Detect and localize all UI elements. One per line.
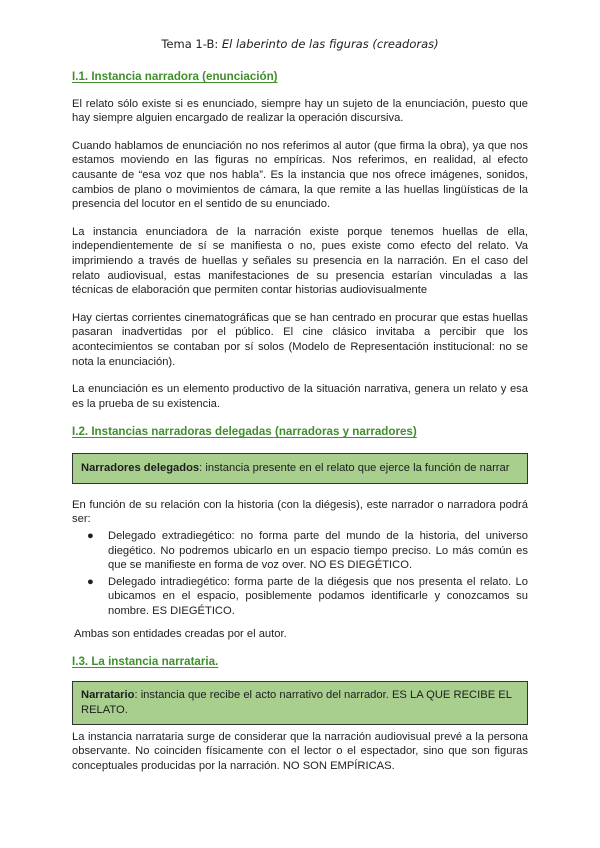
paragraph: Ambas son entidades creadas por el autor.	[74, 627, 287, 640]
paragraph: En función de su relación con la historia (con la diégesis), este narrador o narradora podrá ser:	[72, 498, 528, 526]
definition-box-narratario	[72, 681, 528, 725]
header-prefix: Tema 1-B:	[161, 37, 222, 51]
paragraph: La instancia enunciadora de la narración existe porque tenemos huellas de ella, independientemente de sí se manifiesta o no, pues existe como efecto del relato. Va imprimiendo a través de huellas y señales su presencia en la narración. En el caso del relato audiovisual, estas manifestaciones de su presencia estarían vinculadas a las técnicas de elaboración que permiten contar historias audiovisualmente	[72, 225, 528, 297]
definition-box-narradores	[72, 453, 528, 484]
document-body	[72, 70, 528, 774]
paragraph: La instancia narrataria surge de considerar que la narración audiovisual prevé a la persona observante. No coinciden físicamente con el lector o el espectador, sino que son figuras conceptuales producidas por la narración. NO SON EMPÍRICAS.	[72, 730, 528, 772]
section-heading-3: I.3. La instancia narrataria.	[72, 655, 219, 669]
paragraph: El relato sólo existe si es enunciado, siempre hay un sujeto de la enunciación, puesto que hay siempre alguien encargado de realizar la operación discursiva.	[72, 97, 528, 125]
definition-text: : instancia que recibe el acto narrativo del narrador. ES LA QUE RECIBE EL RELATO.	[81, 688, 512, 716]
paragraph: Cuando hablamos de enunciación no nos referimos al autor (que firma la obra), ya que nos estamos moviendo en las figuras no empíricas. Nos referimos, en realidad, al efecto causante de “esa voz que nos habla”. Es la instancia que nos ofrece imágenes, sonidos, cambios de plano o movimientos de cámara, la que remite a las huellas lingüísticas de la presencia del locutor en el sentido de su enunciado.	[72, 139, 528, 211]
list-item-text: Delegado intradiegético: forma parte de la diégesis que nos presenta el relato. Lo ubicamos en el espacio, posiblemente podamos identificarle y conozcamos su nombre. ES DIEGÉTICO.	[108, 575, 528, 618]
bullet-icon: ●	[87, 575, 94, 588]
definition-text: : instancia presente en el relato que ejerce la función de narrar	[199, 461, 510, 474]
bullet-list	[72, 529, 528, 619]
list-item	[72, 575, 528, 619]
list-item-text: Delegado extradiegético: no forma parte del mundo de la historia, del universo diegético. No podremos ubicarlo en un espacio tiempo preciso. Lo más común es que se manifieste en forma de voz over. NO ES DIEGÉTICO.	[108, 530, 528, 572]
section-heading-1: I.1. Instancia narradora (enunciación)	[72, 70, 278, 83]
paragraph: Hay ciertas corrientes cinematográficas que se han centrado en procurar que estas huellas pasaran inadvertidas por el público. El cine clásico invitaba a percibir que los acontecimientos se contaban por sí solos (Modelo de Representación institucional: no se nota la enunciación).	[72, 311, 528, 368]
section-heading-2: I.2. Instancias narradoras delegadas (narradoras y narradores)	[72, 425, 417, 439]
header-title: El laberinto de las figuras (creadoras)	[221, 37, 439, 51]
definition-term: Narratario	[81, 688, 135, 701]
definition-term: Narradores delegados	[81, 461, 200, 474]
bullet-icon: ●	[87, 530, 94, 543]
list-item	[72, 529, 528, 573]
document-header	[0, 37, 600, 52]
paragraph: La enunciación es un elemento productivo de la situación narrativa, genera un relato y esa es la prueba de su existencia.	[72, 383, 528, 410]
